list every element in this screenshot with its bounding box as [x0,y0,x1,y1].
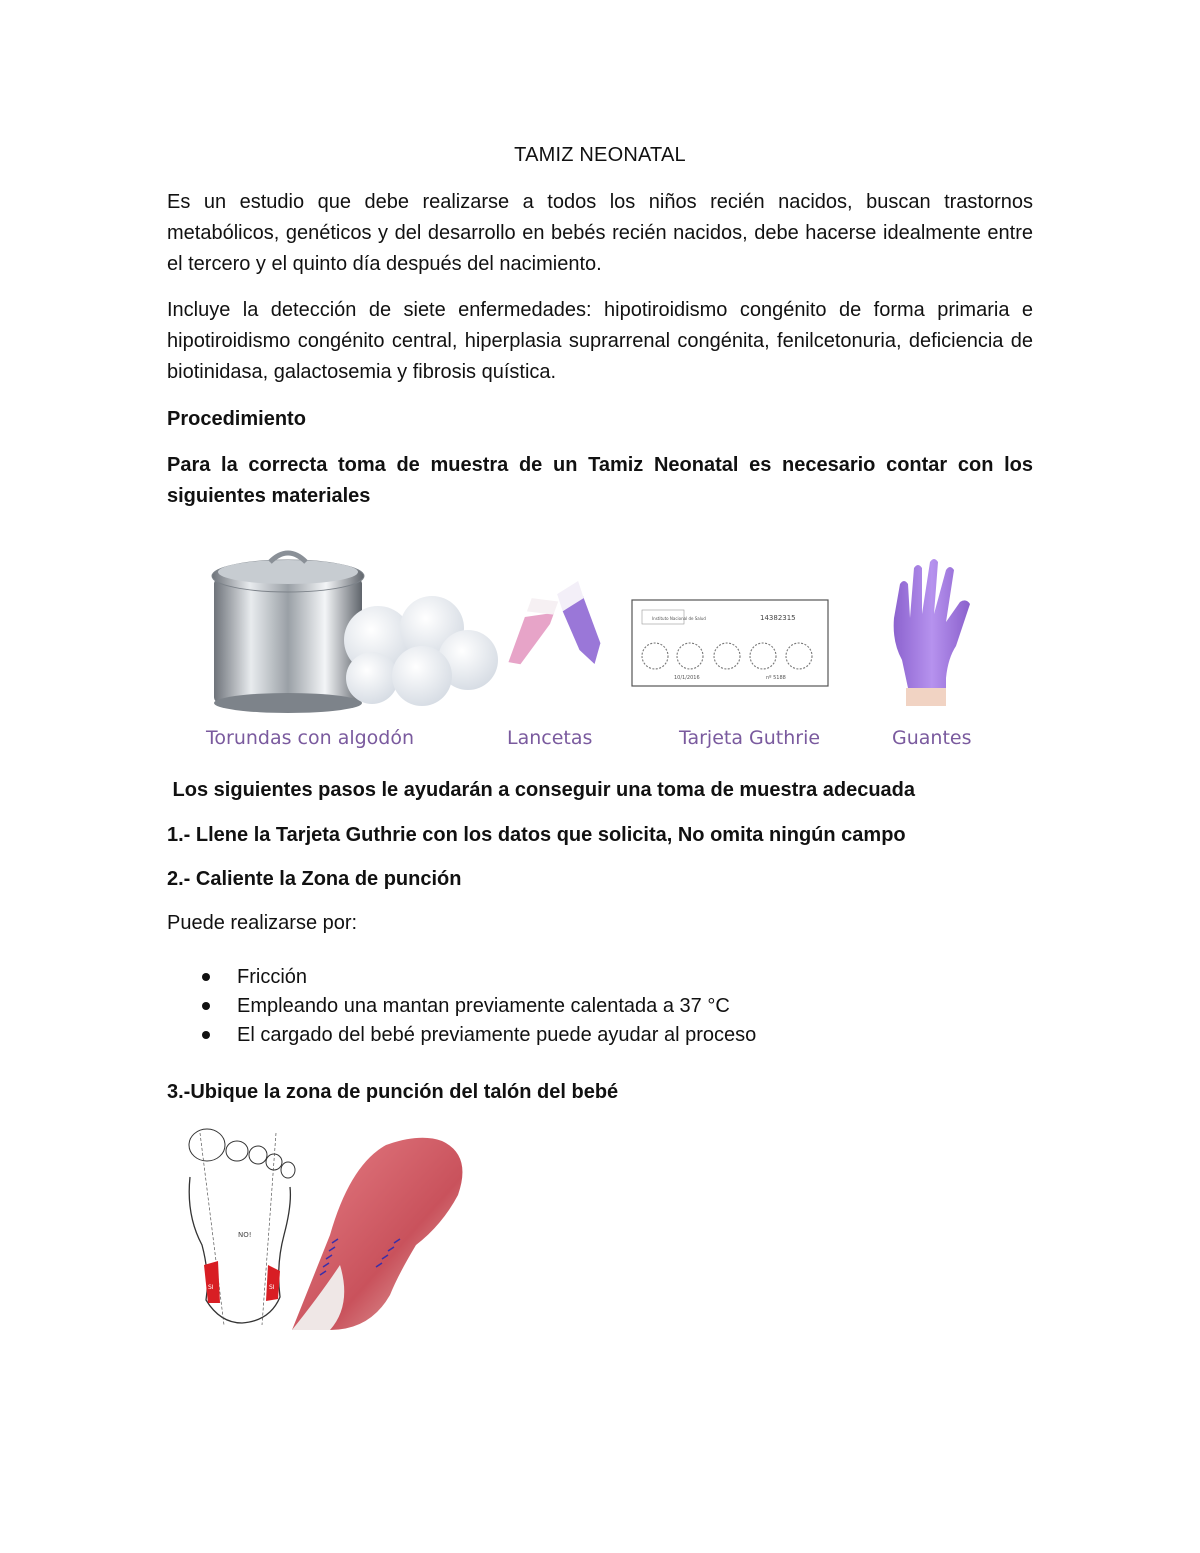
intro-paragraph: Es un estudio que debe realizarse a todos los niños recién nacidos, buscan trastornos metabólicos, genéticos y del desarrollo en bebés recién nacidos, debe hacerse idealmente entre el tercero y el quinto día después del nacimiento. [167,191,1033,275]
foot-outline-icon [189,1129,295,1325]
card-left-text: Instituto Nacional de Salud [652,616,706,621]
yes-zone-right: SI [269,1284,275,1291]
heel-puncture-illustration [180,1125,480,1330]
procedure-heading: Procedimiento [167,408,306,430]
can-be-done-label: Puede realizarse por: [167,912,358,934]
card-number-text: 14382315 [760,614,796,622]
warming-methods-list [200,963,756,1050]
baby-heel-photo-icon [292,1138,462,1330]
caption-tarjeta-guthrie: Tarjeta Guthrie [679,727,821,749]
caption-torundas: Torundas con algodón [206,727,415,749]
cotton-jar-icon [212,553,364,713]
step-3: 3.-Ubique la zona de punción del talón del bebé [167,1081,619,1103]
card-date-text: 10/1/2016 [674,675,700,681]
steps-intro: Los siguientes pasos le ayudarán a conseguir una toma de muestra adecuada [167,779,916,801]
materials-intro: Para la correcta toma de muestra de un Tamiz Neonatal es necesario contar con los siguientes materiales [167,454,1033,507]
card-num-text: nº 5188 [766,675,786,681]
bullet-icon [202,1002,210,1010]
cotton-balls-icon [344,596,498,706]
step-2: 2.- Caliente la Zona de punción [167,868,462,890]
caption-guantes: Guantes [892,727,972,749]
step-1: 1.- Llene la Tarjeta Guthrie con los datos que solicita, No omita ningún campo [167,824,906,846]
diseases-paragraph: Incluye la detección de siete enfermedades: hipotiroidismo congénito de forma primaria e hipotiroidismo congénito central, hiperplasia suprarrenal congénita, fenilcetonuria, deficiencia de biotinidasa, galactosemia y fibrosis quística. [167,299,1033,383]
yes-zone-left: SI [208,1284,214,1291]
caption-lancetas: Lancetas [507,727,593,749]
bullet-icon [202,973,210,981]
list-item: Empleando una mantan previamente calentada a 37 °C [200,992,756,1021]
bullet-icon [202,1031,210,1039]
page-title: TAMIZ NEONATAL [514,144,686,166]
glove-icon [894,559,970,706]
no-zone-label: NO! [238,1231,252,1239]
list-item: Fricción [200,963,756,992]
guthrie-card-icon [632,600,828,686]
lancet-icon [508,581,606,671]
list-item: El cargado del bebé previamente puede ayudar al proceso [200,1021,756,1050]
